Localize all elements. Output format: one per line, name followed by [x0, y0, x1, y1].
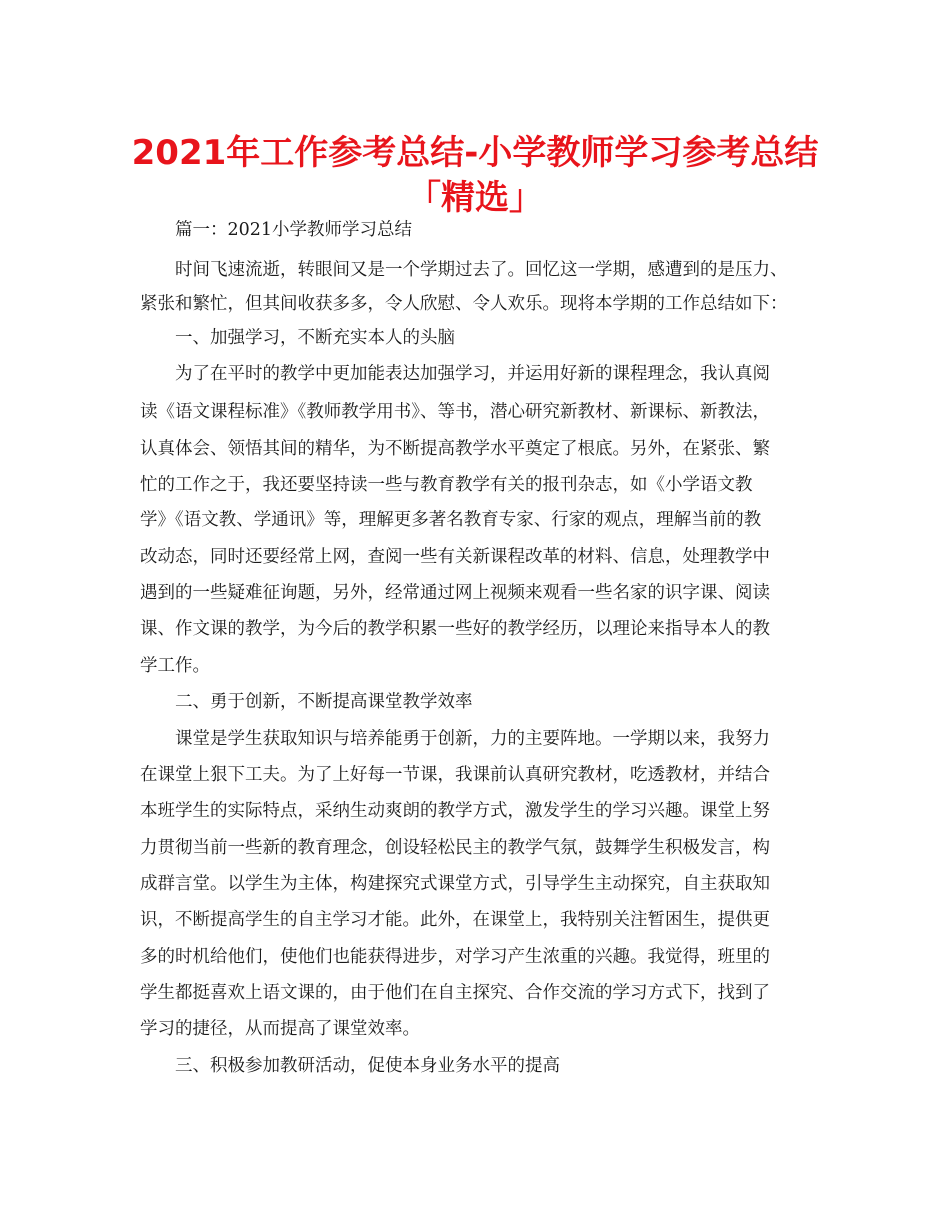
paragraph-line: 改动态，同时还要经常上网，查阅一些有关新课程改革的材料、信息，处理教学中: [140, 547, 770, 567]
section-heading-2: 二、勇于创新，不断提高课堂教学效率: [175, 692, 473, 712]
section-heading-1: 一、加强学习，不断充实本人的头脑: [175, 328, 455, 348]
document-title-line-1: 2021年工作参考总结-小学教师学习参考总结: [131, 133, 819, 173]
paragraph-line: 学》《语文教、学通讯》等，理解更多著名教育专家、行家的观点，理解当前的教: [140, 510, 762, 530]
document-title-line-2: 「精选」: [407, 178, 543, 218]
paragraph-line: 成群言堂。以学生为主体，构建探究式课堂方式，引导学生主动探究，自主获取知: [140, 874, 770, 894]
paragraph-line: 学生都挺喜欢上语文课的，由于他们在自主探究、合作交流的学习方式下，找到了: [140, 983, 770, 1003]
paragraph-line: 课堂是学生获取知识与培养能勇于创新，力的主要阵地。一学期以来，我努力: [175, 729, 770, 749]
paragraph-line: 课、作文课的教学，为今后的教学积累一些好的教学经历，以理论来指导本人的教: [140, 619, 770, 639]
paragraph-line: 读《语文课程标准》《教师教学用书》、等书，潜心研究新教材、新课标、新教法，: [140, 402, 770, 422]
paragraph-line: 多的时机给他们，使他们也能获得进步，对学习产生浓重的兴趣。我觉得，班里的: [140, 947, 770, 967]
paragraph-line: 时间飞速流逝，转眼间又是一个学期过去了。回忆这一学期，感遭到的是压力、: [175, 260, 788, 280]
paragraph-line: 学工作。: [140, 656, 210, 676]
paragraph-line: 遇到的一些疑难征询题，另外，经常通过网上视频来观看一些名家的识字课、阅读: [140, 583, 770, 603]
paragraph-line: 认真体会、领悟其间的精华，为不断提高教学水平奠定了根底。另外，在紧张、繁: [140, 439, 770, 459]
paragraph-line: 忙的工作之于，我还要坚持读一些与教育教学有关的报刊杂志，如《小学语文教: [140, 475, 753, 495]
section-heading-part-one: 篇一：2021小学教师学习总结: [175, 220, 413, 240]
paragraph-line: 在课堂上狠下工夫。为了上好每一节课，我课前认真研究教材，吃透教材，并结合: [140, 765, 770, 785]
paragraph-line: 学习的捷径，从而提高了课堂效率。: [140, 1019, 420, 1039]
section-heading-3: 三、积极参加教研活动，促使本身业务水平的提高: [175, 1056, 560, 1076]
paragraph-line: 力贯彻当前一些新的教育理念，创设轻松民主的教学气氛，鼓舞学生积极发言，构: [140, 838, 770, 858]
paragraph-line: 为了在平时的教学中更加能表达加强学习，并运用好新的课程理念，我认真阅: [175, 364, 770, 384]
paragraph-line: 本班学生的实际特点，采纳生动爽朗的教学方式，激发学生的学习兴趣。课堂上努: [140, 801, 770, 821]
paragraph-line: 识，不断提高学生的自主学习才能。此外，在课堂上，我特别关注暂困生，提供更: [140, 910, 770, 930]
paragraph-line: 紧张和繁忙，但其间收获多多，令人欣慰、令人欢乐。现将本学期的工作总结如下：: [140, 294, 788, 314]
